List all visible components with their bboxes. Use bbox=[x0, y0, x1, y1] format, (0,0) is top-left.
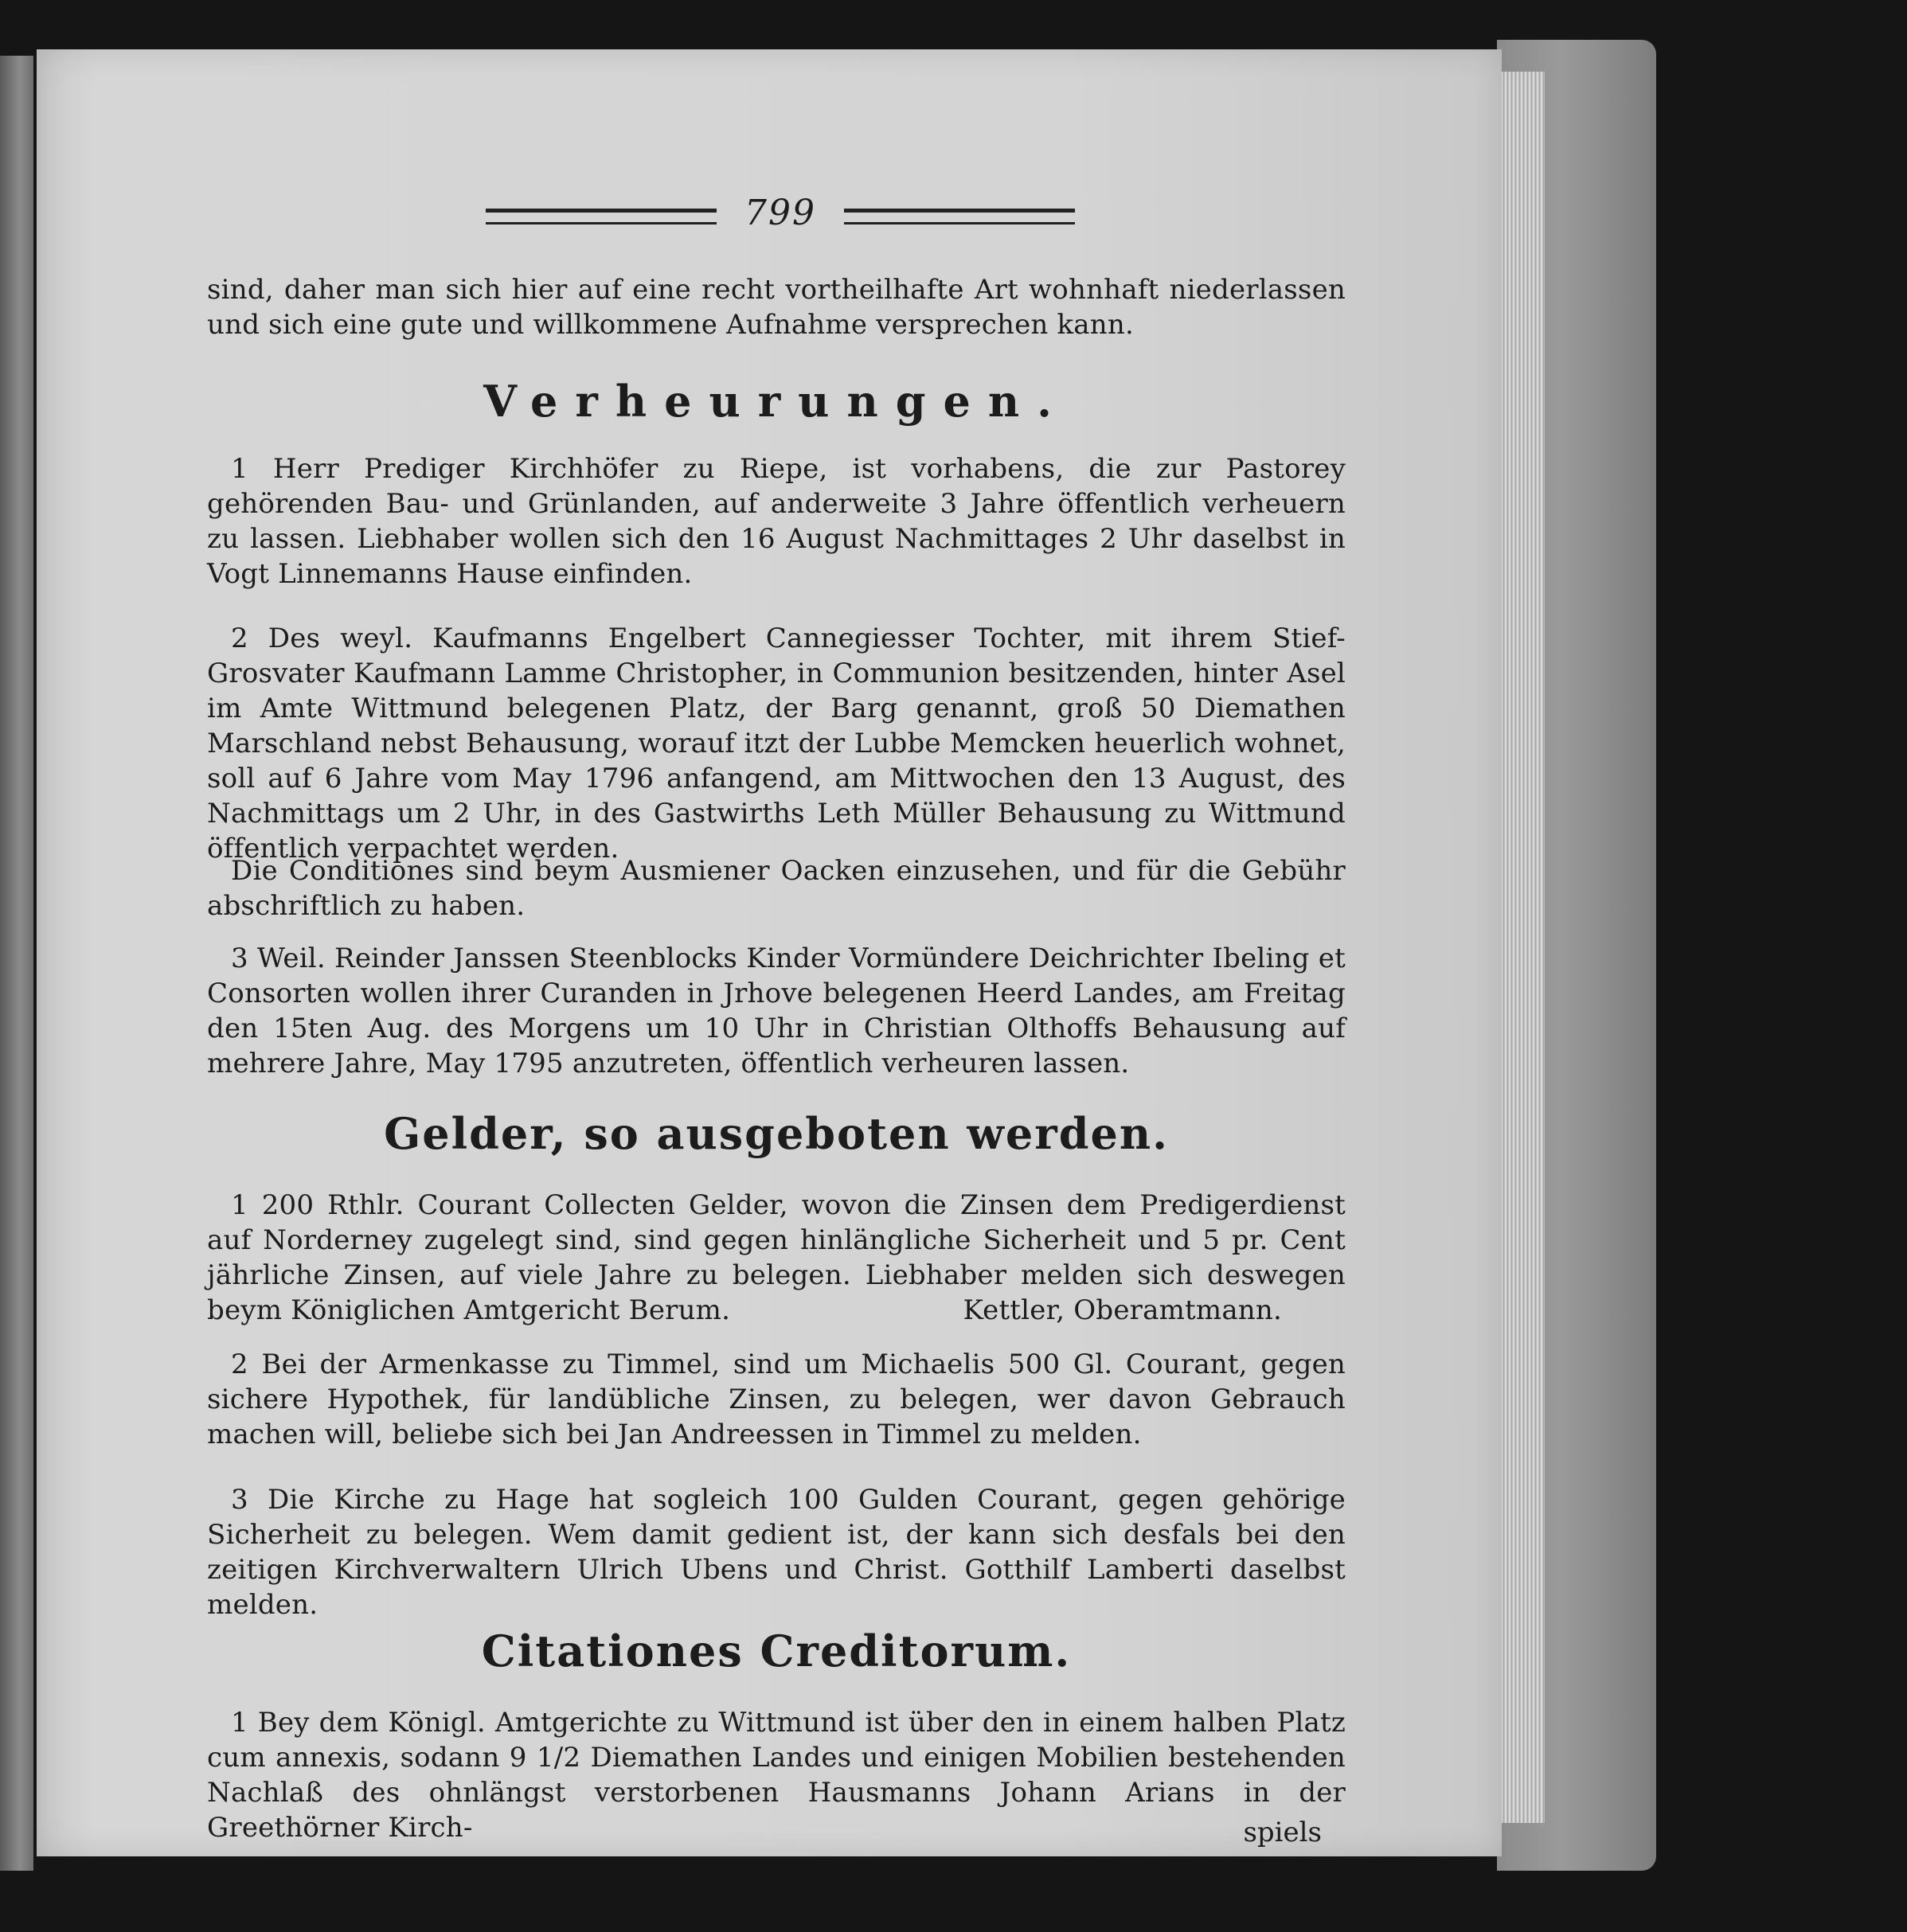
intro-paragraph: sind, daher man sich hier auf eine recht vortheilhafte Art wohnhaft niederlassen und sich eine gute und willkommene Aufnahme versprechen kann. bbox=[207, 274, 1346, 341]
gelder-item-2: 2 Bei der Armenkasse zu Timmel, sind um Michaelis 500 Gl. Courant, gegen sichere Hypothek, für landübliche Zinsen, zu belegen, wer davon Gebrauch machen will, beliebe sich bei Jan Andreessen in Timmel zu melden. bbox=[207, 1348, 1346, 1450]
left-page-edge bbox=[0, 56, 33, 1871]
page-number: 799 bbox=[744, 193, 816, 233]
section-heading-gelder: Gelder, so ausgeboten werden. bbox=[384, 1108, 1169, 1159]
verheurungen-item-1: 1 Herr Prediger Kirchhöfer zu Riepe, ist vorhabens, die zur Pastorey gehörenden Bau- und Grünlanden, auf anderweite 3 Jahre öffentlich verheuern zu lassen. Liebhaber wollen sich den 16 August Nachmittages 2 Uhr daselbst in Vogt Linnemanns Hause einfinden. bbox=[207, 453, 1346, 590]
gelder-item-1: 1 200 Rthlr. Courant Collecten Gelder, wovon die Zinsen dem Predigerdienst auf Norderney zugelegt sind, sind gegen hinlängliche Sicherheit und 5 pr. Cent jährliche Zinsen, auf viele Jahre zu belegen. Liebhaber melden sich deswegen beym Königlichen Amtgericht Berum. bbox=[207, 1189, 1346, 1326]
header-rule-left bbox=[486, 209, 717, 224]
gelder-item-1-signature: Kettler, Oberamtmann. bbox=[963, 1294, 1282, 1326]
page-header bbox=[207, 193, 1346, 240]
catchword: spiels bbox=[1243, 1817, 1322, 1848]
verheurungen-item-3: 3 Weil. Reinder Janssen Steenblocks Kinder Vormündere Deichrichter Ibeling et Consorten wollen ihrer Curanden in Jrhove belegenen Heerd Landes, am Freitag den 15ten Aug. des Morgens um 10 Uhr in Christian Olthoffs Behausung auf mehrere Jahre, May 1795 anzutreten, öffentlich verheuren lassen. bbox=[207, 943, 1346, 1079]
page-content bbox=[207, 145, 1346, 1856]
verheurungen-item-2: 2 Des weyl. Kaufmanns Engelbert Cannegiesser Tochter, mit ihrem Stief-Grosvater Kaufmann Lamme Christopher, in Communion besitzenden, hinter Asel im Amte Wittmund belegenen Platz, der Barg genannt, groß 50 Diemathen Marschland nebst Behausung, worauf itzt der Lubbe Memcken heuerlich wohnet, soll auf 6 Jahre vom May 1796 anfangend, am Mittwochen den 13 August, des Nachmittags um 2 Uhr, in des Gastwirths Leth Müller Behausung zu Wittmund öffentlich verpachtet werden. bbox=[207, 623, 1346, 865]
citationes-item-1: 1 Bey dem Königl. Amtgerichte zu Wittmund ist über den in einem halben Platz cum annexis, sodann 9 1/2 Diemathen Landes und einigen Mobilien bestehenden Nachlaß des ohnlängst verstorbenen Hausmanns Johann Arians in der Greethörner Kirch- bbox=[207, 1707, 1346, 1844]
book-page bbox=[37, 49, 1502, 1856]
gelder-item-3: 3 Die Kirche zu Hage hat sogleich 100 Gulden Courant, gegen gehörige Sicherheit zu belegen. Wem damit gedient ist, der kann sich desfals bei den zeitigen Kirchverwaltern Ulrich Ubens und Christ. Gotthilf Lamberti daselbst melden. bbox=[207, 1484, 1346, 1621]
section-heading-verheurungen: Verheurungen. bbox=[483, 376, 1069, 427]
verheurungen-item-2-note: Die Conditiones sind beym Ausmiener Oacken einzusehen, und für die Gebühr abschriftlich zu haben. bbox=[207, 855, 1346, 922]
section-heading-citationes: Citationes Creditorum. bbox=[481, 1626, 1072, 1676]
header-rule-right bbox=[844, 209, 1075, 224]
